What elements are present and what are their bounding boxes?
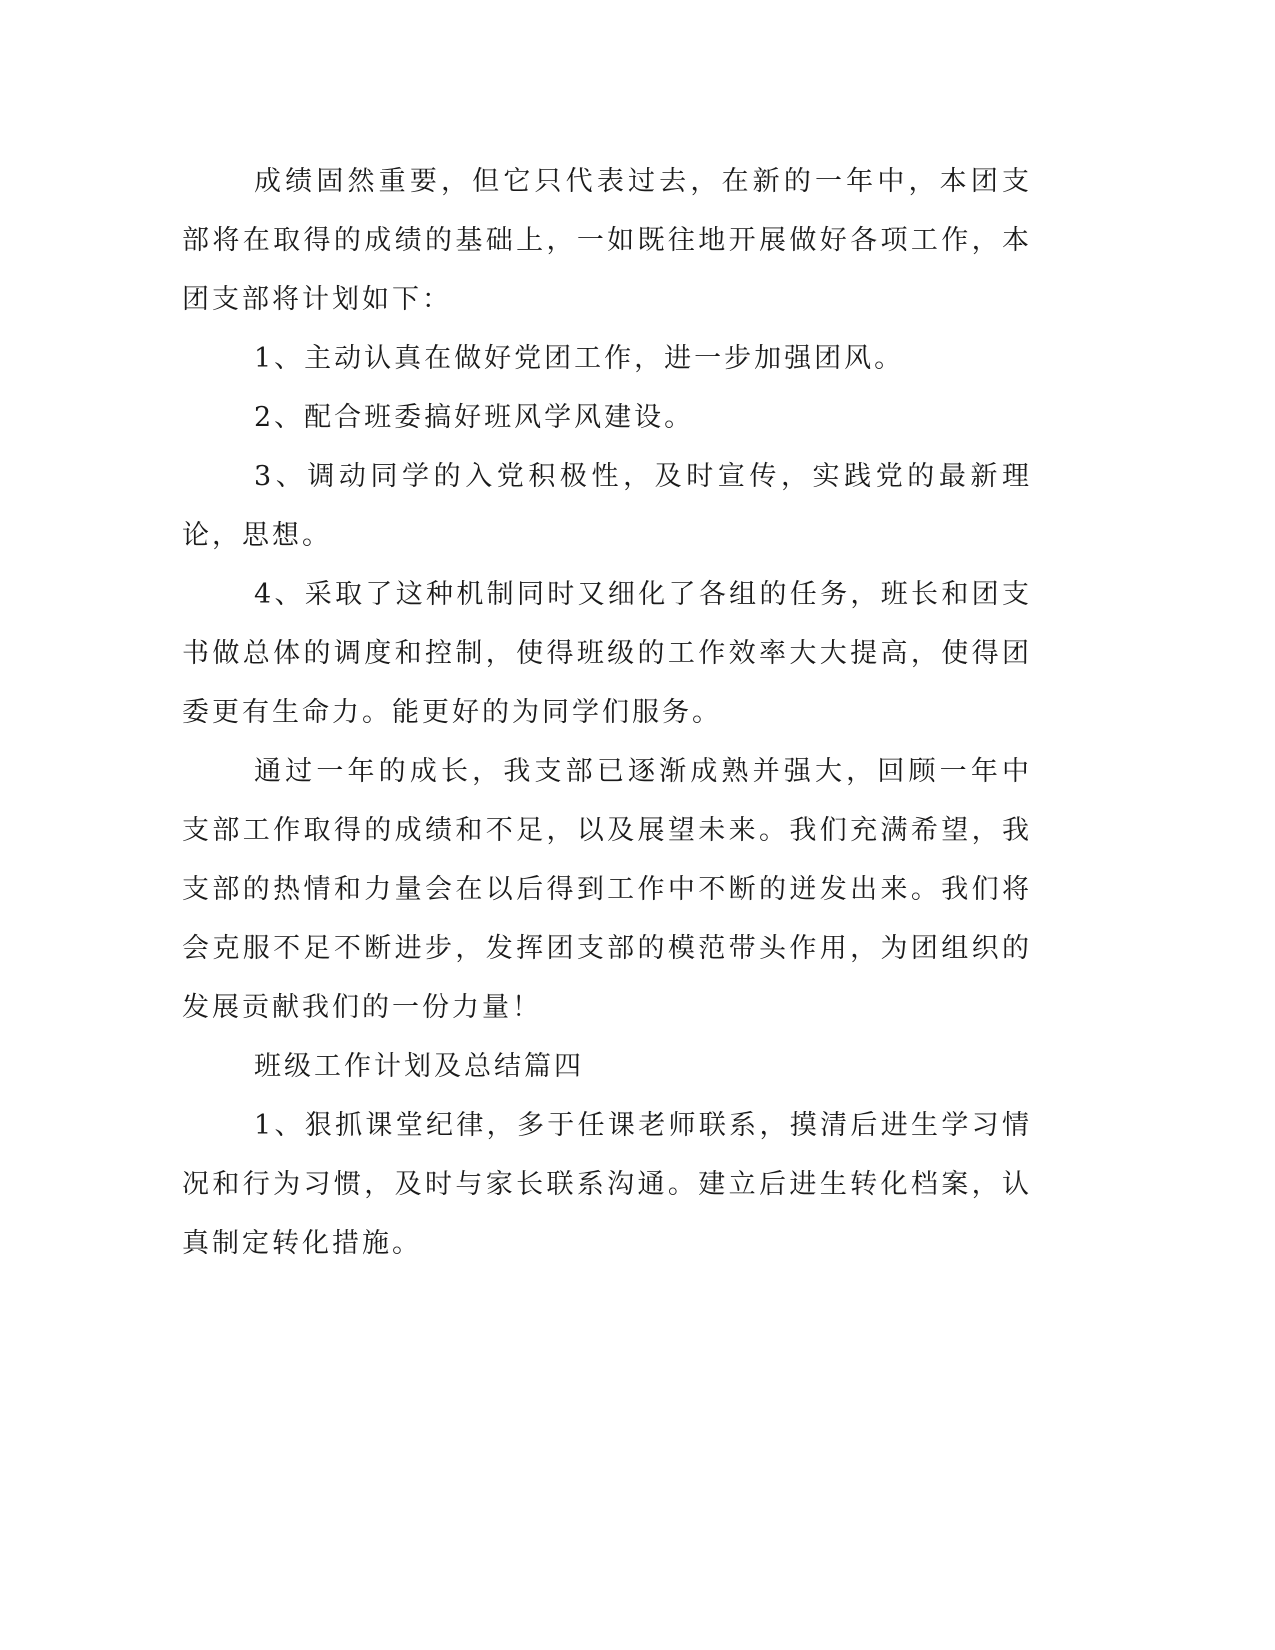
paragraph-summary: 通过一年的成长，我支部已逐渐成熟并强大，回顾一年中支部工作取得的成绩和不足，以及展望未来。我们充满希望，我支部的热情和力量会在以后得到工作中不断的迸发出来。我们将会克服不足不断进步，发挥团支部的模范带头作用，为团组织的发展贡献我们的一份力量！ [182,756,1032,1023]
list-item-4: 4、采取了这种机制同时又细化了各组的任务，班长和团支书做总体的调度和控制，使得班级的工作效率大大提高，使得团委更有生命力。能更好的为同学们服务。 [182,579,1032,728]
section-list-item-1: 1、狠抓课堂纪律，多于任课老师联系，摸清后进生学习情况和行为习惯，及时与家长联系沟通。建立后进生转化档案，认真制定转化措施。 [182,1110,1032,1259]
document-body [182,152,1032,1273]
list-item-1: 1、主动认真在做好党团工作，进一步加强团风。 [254,343,905,374]
paragraph-intro: 成绩固然重要，但它只代表过去，在新的一年中，本团支部将在取得的成绩的基础上，一如既往地开展做好各项工作，本团支部将计划如下： [182,166,1032,315]
section-heading: 班级工作计划及总结篇四 [254,1051,584,1082]
list-item-2: 2、配合班委搞好班风学风建设。 [254,402,695,433]
list-item-3: 3、调动同学的入党积极性，及时宣传，实践党的最新理论，思想。 [182,461,1032,551]
